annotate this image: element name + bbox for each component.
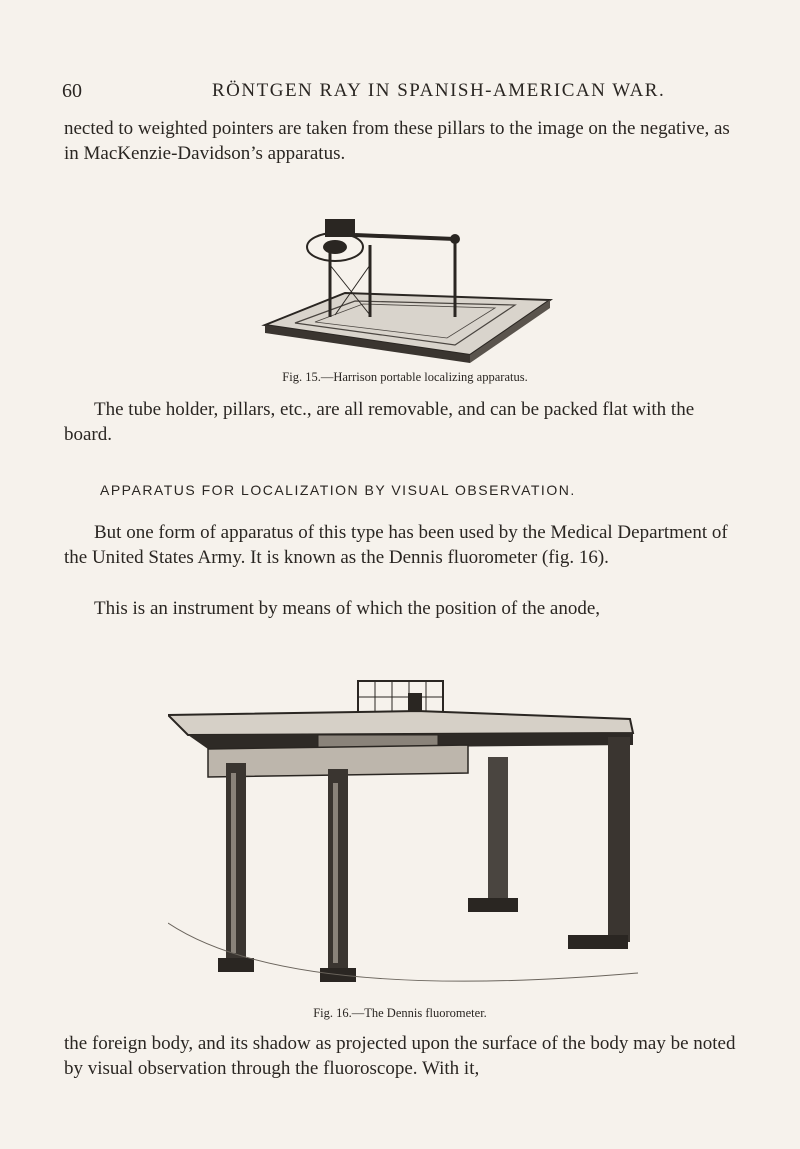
leg-highlight-1 (231, 773, 236, 953)
figure-16-caption: Fig. 16.—The Dennis fluorometer. (313, 1006, 487, 1020)
paragraph-continuation: nected to weighted pointers are taken from these pillars to the image on the negative, as in MacKenzie-Davidson’s apparatus. (64, 118, 730, 164)
leg-back-right (608, 737, 630, 942)
running-title: RÖNTGEN RAY IN SPANISH-AMERICAN WAR. (212, 80, 666, 101)
leg-back-center (488, 757, 508, 907)
tube-arm (355, 235, 455, 239)
foot-right (568, 935, 628, 949)
paragraph-dennis-intro: But one form of apparatus of this type has been used by the Medical Department of the United States Army. It is known as the Dennis fluorometer (fig. 16). (64, 522, 728, 568)
paragraph-continued: the foreign body, and its shadow as projected upon the surface of the body may be noted by visual observation through the fluoroscope. With it, (64, 1033, 736, 1079)
paragraph-tube-holder: The tube holder, pillars, etc., are all removable, and can be packed flat with the board. (64, 399, 695, 445)
dennis-fluorometer-drawing (168, 673, 640, 1001)
foot-back (468, 898, 518, 912)
foot-left (218, 958, 254, 972)
paragraph-instrument: This is an instrument by means of which the position of the anode, (94, 598, 601, 619)
section-heading: APPARATUS FOR LOCALIZATION BY VISUAL OBSERVATION. (100, 482, 576, 498)
running-head (62, 80, 762, 110)
tube-anode (323, 240, 347, 254)
figure-16-illustration (168, 673, 640, 1001)
harrison-apparatus-drawing (255, 205, 555, 365)
figure-15-illustration (255, 205, 555, 365)
page-number: 60 (62, 80, 82, 102)
arm-knob (450, 234, 460, 244)
leg-highlight-2 (333, 783, 338, 963)
table-top (168, 711, 633, 735)
figure-15-caption: Fig. 15.—Harrison portable localizing apparatus. (282, 370, 528, 384)
